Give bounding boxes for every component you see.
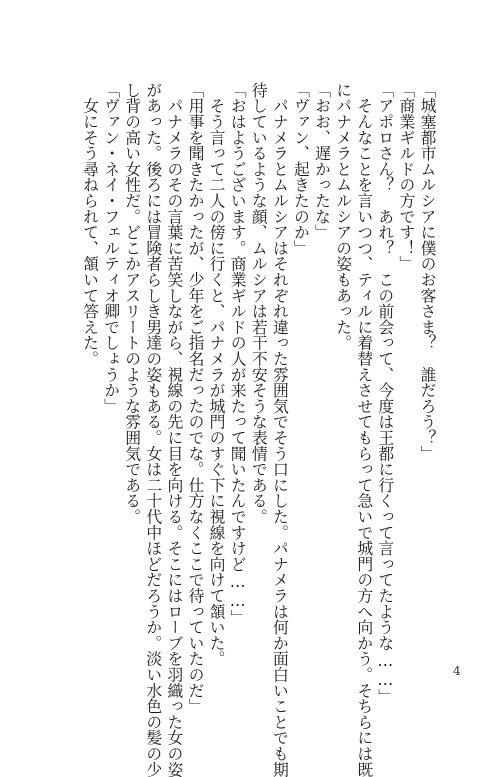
text-column-15: し背の高い女性だ。どこかアスリートのような雰囲気である。 [122, 82, 142, 525]
text-column-16: 「ヴァン・ネイ・フェルティオ卿でしょうか」 [101, 82, 121, 414]
page-number: 4 [453, 664, 461, 678]
text-column-6: 「おお、遅かったな」 [312, 82, 332, 240]
text-column-3: 「アポロさん？ あれ？ この前会って、今度は王都に行くって言ってたような……」 [375, 82, 395, 705]
text-column-9: 待しているような顔、ムルシアは若干不安そうな表情である。 [249, 82, 269, 525]
text-column-2: 「商業ギルドの方です！」 [396, 82, 416, 272]
text-column-1: 「城塞都市ムルシアに僕のお客さま？ 誰だろう？」 [418, 82, 437, 462]
text-column-12: 「用事を聞きたかったが、少年をご指名だったのでな。仕方なくここで待っていたのだ」 [185, 82, 205, 714]
text-column-4: そんなことを言いつつ、ティルに着替えさせてもらって急いで城門の方へ向かう。そちらには既 [354, 82, 374, 777]
text-column-11: そう言って二人の傍に行くと、パナメラが城門のすぐ下に視線を向けて頷いた。 [207, 82, 227, 667]
text-column-5: にパナメラとムルシアの姿もあった。 [333, 82, 353, 351]
text-column-14: があった。後ろには冒険者らしき男達の姿もある。女は二十代中ほどだろうか。淡い水色の髪の少 [143, 82, 163, 777]
text-column-7: 「ヴァン、起きたのか」 [291, 82, 311, 256]
vertical-text-body [55, 82, 437, 777]
text-column-13: パナメラのその言葉に苦笑しながら、視線の先に目を向ける。そこにはローブを羽織った女の姿 [164, 82, 184, 777]
text-column-8: パナメラとムルシアはそれぞれ違った雰囲気でそう口にした。パナメラは何か面白いことでも期 [270, 82, 290, 777]
text-column-17: 女にそう尋ねられて、頷いて答えた。 [80, 82, 100, 367]
text-column-10: 「おはようございます。商業ギルドの人が来たって聞いたんですけど……」 [228, 82, 248, 626]
